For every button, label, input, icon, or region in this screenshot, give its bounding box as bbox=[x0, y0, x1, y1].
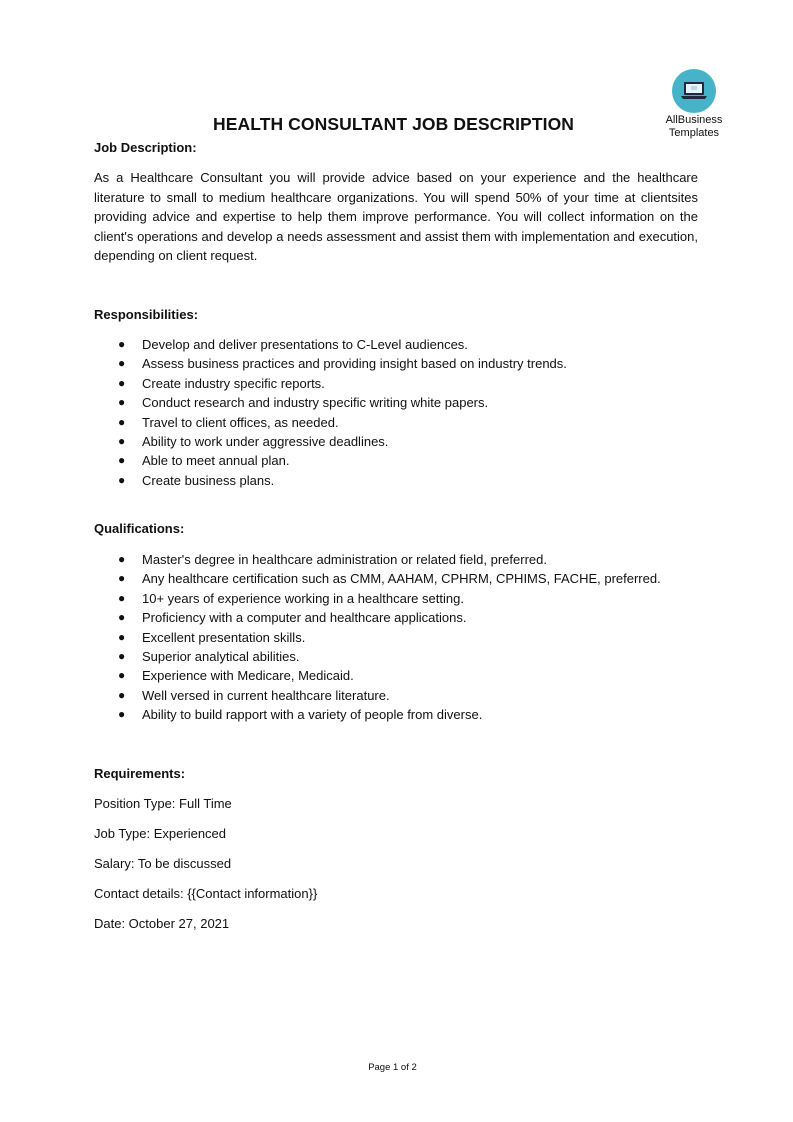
bullet-icon: ● bbox=[118, 687, 126, 702]
bullet-icon: ● bbox=[118, 414, 126, 429]
bullet-icon: ● bbox=[118, 472, 126, 487]
job-description-heading: Job Description: bbox=[94, 140, 197, 155]
list-item-text: Excellent presentation skills. bbox=[142, 629, 306, 645]
list-item-text: Travel to client offices, as needed. bbox=[142, 414, 339, 430]
list-item-text: Conduct research and industry specific writing white papers. bbox=[142, 395, 489, 411]
job-type: Job Type: Experienced bbox=[94, 826, 227, 841]
list-item bbox=[94, 628, 661, 647]
list-item-text: Proficiency with a computer and healthcare applications. bbox=[142, 610, 467, 626]
bullet-icon: ● bbox=[118, 337, 126, 351]
list-item bbox=[94, 413, 567, 432]
list-item bbox=[94, 647, 661, 666]
position-type: Position Type: Full Time bbox=[94, 796, 232, 811]
list-item bbox=[94, 374, 567, 393]
list-item bbox=[94, 705, 661, 724]
logo-line-2: Templates bbox=[668, 127, 720, 139]
list-item bbox=[94, 393, 567, 412]
list-item bbox=[94, 354, 567, 373]
list-item bbox=[94, 432, 567, 451]
list-item bbox=[94, 666, 661, 685]
job-description-text: As a Healthcare Consultant you will provide advice based on your experience and the healthcare literature to small to medium healthcare organizations. You will spend 50% of your time at clientsites providing advice and expertise to help them improve performance. You will collect information on the client's operations and develop a needs assessment and assist them with implementation and execution, depending on client request. bbox=[94, 170, 698, 264]
list-item-text: Superior analytical abilities. bbox=[142, 648, 300, 664]
requirements-heading: Requirements: bbox=[94, 766, 186, 781]
logo-line-1: AllBusiness bbox=[665, 114, 723, 126]
bullet-icon: ● bbox=[118, 375, 126, 390]
bullet-icon: ● bbox=[118, 453, 126, 468]
list-item-text: Well versed in current healthcare literature. bbox=[142, 687, 390, 703]
bullet-icon: ● bbox=[118, 629, 126, 644]
list-item-text: Master's degree in healthcare administration or related field, preferred. bbox=[142, 552, 547, 567]
bullet-icon: ● bbox=[118, 395, 126, 410]
list-item bbox=[94, 451, 567, 470]
list-item-text: Experience with Medicare, Medicaid. bbox=[142, 668, 354, 684]
bullet-icon: ● bbox=[118, 610, 126, 625]
list-item bbox=[94, 335, 567, 354]
document-title: HEALTH CONSULTANT JOB DESCRIPTION bbox=[212, 114, 575, 134]
list-item-text: 10+ years of experience working in a healthcare setting. bbox=[142, 590, 464, 606]
contact-details: Contact details: {{Contact information}} bbox=[94, 886, 318, 901]
bullet-icon: ● bbox=[118, 668, 126, 683]
bullet-icon: ● bbox=[118, 648, 126, 663]
responsibilities-heading: Responsibilities: bbox=[94, 307, 199, 322]
list-item-text: Create business plans. bbox=[142, 472, 275, 488]
logo-badge bbox=[672, 69, 716, 113]
list-item-text: Able to meet annual plan. bbox=[142, 453, 290, 469]
list-item-text: Ability to build rapport with a variety of people from diverse. bbox=[142, 707, 483, 723]
bullet-icon: ● bbox=[118, 590, 126, 605]
bullet-icon: ● bbox=[118, 356, 126, 371]
salary: Salary: To be discussed bbox=[94, 856, 232, 871]
responsibilities-list bbox=[94, 335, 567, 490]
list-item bbox=[94, 550, 661, 569]
bullet-icon: ● bbox=[118, 552, 126, 566]
laptop-icon bbox=[680, 80, 708, 102]
bullet-icon: ● bbox=[118, 707, 126, 722]
list-item-text: Assess business practices and providing insight based on industry trends. bbox=[142, 356, 567, 372]
list-item bbox=[94, 569, 661, 588]
list-item-text: Create industry specific reports. bbox=[142, 375, 325, 391]
list-item bbox=[94, 471, 567, 490]
page-number: Page 1 of 2 bbox=[368, 1062, 417, 1073]
list-item bbox=[94, 686, 661, 705]
bullet-icon: ● bbox=[118, 433, 126, 448]
qualifications-heading: Qualifications: bbox=[94, 521, 185, 536]
list-item-text: Ability to work under aggressive deadlines. bbox=[142, 433, 389, 449]
date: Date: October 27, 2021 bbox=[94, 916, 230, 931]
list-item bbox=[94, 608, 661, 627]
qualifications-list bbox=[94, 550, 661, 725]
list-item bbox=[94, 589, 661, 608]
bullet-icon: ● bbox=[118, 571, 126, 586]
list-item-text: Any healthcare certification such as CMM, AAHAM, CPHRM, CPHIMS, FACHE, preferred. bbox=[142, 571, 661, 587]
list-item-text: Develop and deliver presentations to C-Level audiences. bbox=[142, 337, 468, 352]
